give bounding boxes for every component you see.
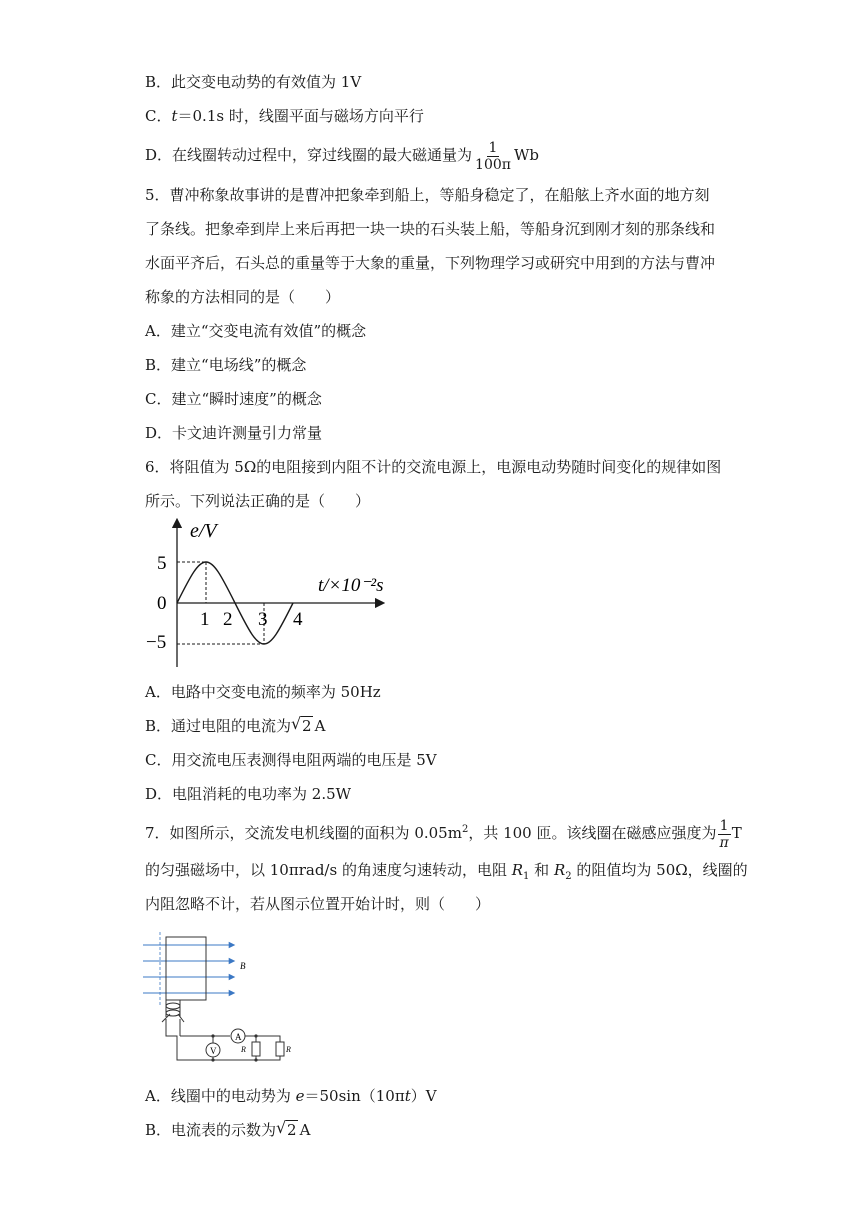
unit: T	[731, 824, 742, 842]
q7-option-a	[145, 1086, 437, 1106]
y-tick-5: 5	[157, 553, 167, 574]
q5-stem-line-1: 5．曹冲称象故事讲的是曹冲把象牵到船上，等船身稳定了，在船舷上齐水面的地方刻	[145, 186, 710, 204]
superscript: 2	[461, 824, 469, 835]
q5-option-a: A．建立“交变电流有效值”的概念	[145, 322, 367, 340]
field-label-b: B	[240, 961, 246, 971]
stem-text: 和	[529, 861, 554, 879]
option-text: B．通过电阻的电流为	[145, 717, 292, 735]
q5-stem-line-3: 水面平齐后，石头总的重量等于大象的重量，下列物理学习或研究中用到的方法与曹冲	[145, 254, 716, 272]
q5-option-c: C．建立“瞬时速度”的概念	[145, 390, 322, 408]
q4-option-c	[145, 106, 424, 126]
x-tick-1: 1	[200, 609, 210, 630]
subscript: 2	[565, 871, 572, 882]
y-tick-neg5: −5	[146, 632, 167, 653]
y-axis-label: e/V	[190, 520, 217, 542]
y-tick-0: 0	[157, 593, 167, 614]
x-tick-4: 4	[293, 609, 303, 630]
q5-option-b: B．建立“电场线”的概念	[145, 356, 307, 374]
fraction-numerator: 1	[719, 817, 729, 834]
x-tick-3: 3	[258, 609, 268, 630]
stem-text: 的阻值均为 50Ω，线圈的	[571, 861, 748, 879]
fraction	[717, 818, 730, 851]
q6-stem-line-1: 6．将阻值为 5Ω的电阻接到内阻不计的交流电源上，电源电动势随时间变化的规律如图	[145, 458, 722, 476]
q7-stem-line-3: 内阻忽略不计，若从图示位置开始计时，则（ ）	[145, 895, 491, 913]
subscript: 1	[523, 871, 530, 882]
fraction-denominator: 100π	[475, 156, 511, 173]
r2-label: R	[286, 1045, 291, 1054]
q5-stem-line-4: 称象的方法相同的是（ ）	[145, 288, 341, 306]
q6-option-a: A．电路中交变电流的频率为 50Hz	[145, 683, 381, 701]
radicand: 2	[302, 717, 312, 735]
variable-t: t	[171, 107, 178, 125]
fraction-numerator: 1	[488, 139, 498, 156]
r1-label: R	[241, 1045, 246, 1054]
q4-option-d	[145, 138, 539, 173]
variable-t: t	[404, 1087, 411, 1105]
unit: Wb	[513, 146, 539, 164]
voltmeter-label: V	[210, 1046, 217, 1056]
coil	[166, 937, 206, 1000]
variable-e: e	[295, 1087, 305, 1105]
option-text: D．在线圈转动过程中，穿过线圈的最大磁通量为	[145, 146, 473, 164]
fraction-denominator: π	[719, 834, 729, 851]
q6-option-b	[145, 716, 325, 736]
option-text: A．线圈中的电动势为	[145, 1087, 296, 1105]
variable-r2: R	[553, 861, 566, 879]
option-text: ＝50sin（10π	[304, 1087, 405, 1105]
q7-generator-circuit-diagram	[140, 932, 310, 1072]
sqrt	[276, 1120, 298, 1140]
stem-text: 7．如图所示，交流发电机线圈的面积为 0.05m	[145, 824, 462, 842]
q7-stem-line-1	[145, 813, 742, 851]
radicand: 2	[287, 1121, 297, 1139]
stem-text: 的匀强磁场中，以 10πrad/s 的角速度匀速转动，电阻	[145, 861, 512, 879]
sqrt	[291, 716, 313, 736]
option-text: ）V	[410, 1087, 437, 1105]
option-text: ＝0.1s 时，线圈平面与磁场方向平行	[177, 107, 424, 125]
q7-stem-line-2	[145, 860, 748, 887]
q7-option-b	[145, 1120, 310, 1140]
resistor-r2	[276, 1042, 284, 1056]
option-text: B．电流表的示数为	[145, 1121, 277, 1139]
ammeter-label: A	[235, 1032, 242, 1042]
x-tick-2: 2	[223, 609, 233, 630]
unit: A	[299, 1121, 311, 1139]
q5-option-d: D．卡文迪许测量引力常量	[145, 424, 323, 442]
x-axis-label: t/×10⁻²s	[318, 575, 384, 596]
q6-emf-time-graph	[140, 515, 400, 675]
q4-option-b: B．此交变电动势的有效值为 1V	[145, 73, 362, 91]
stem-text: ，共 100 匝。该线圈在磁感应强度为	[468, 824, 717, 842]
fraction	[473, 140, 513, 173]
q5-stem-line-2: 了条线。把象牵到岸上来后再把一块一块的石头装上船，等船身沉到刚才刻的那条线和	[145, 220, 716, 238]
q6-option-c: C．用交流电压表测得电阻两端的电压是 5V	[145, 751, 437, 769]
option-letter: C．	[145, 107, 172, 125]
unit: A	[314, 717, 326, 735]
resistor-r1	[252, 1042, 260, 1056]
q6-option-d: D．电阻消耗的电功率为 2.5W	[145, 785, 352, 803]
q6-stem-line-2: 所示。下列说法正确的是（ ）	[145, 492, 371, 510]
variable-r1: R	[511, 861, 524, 879]
